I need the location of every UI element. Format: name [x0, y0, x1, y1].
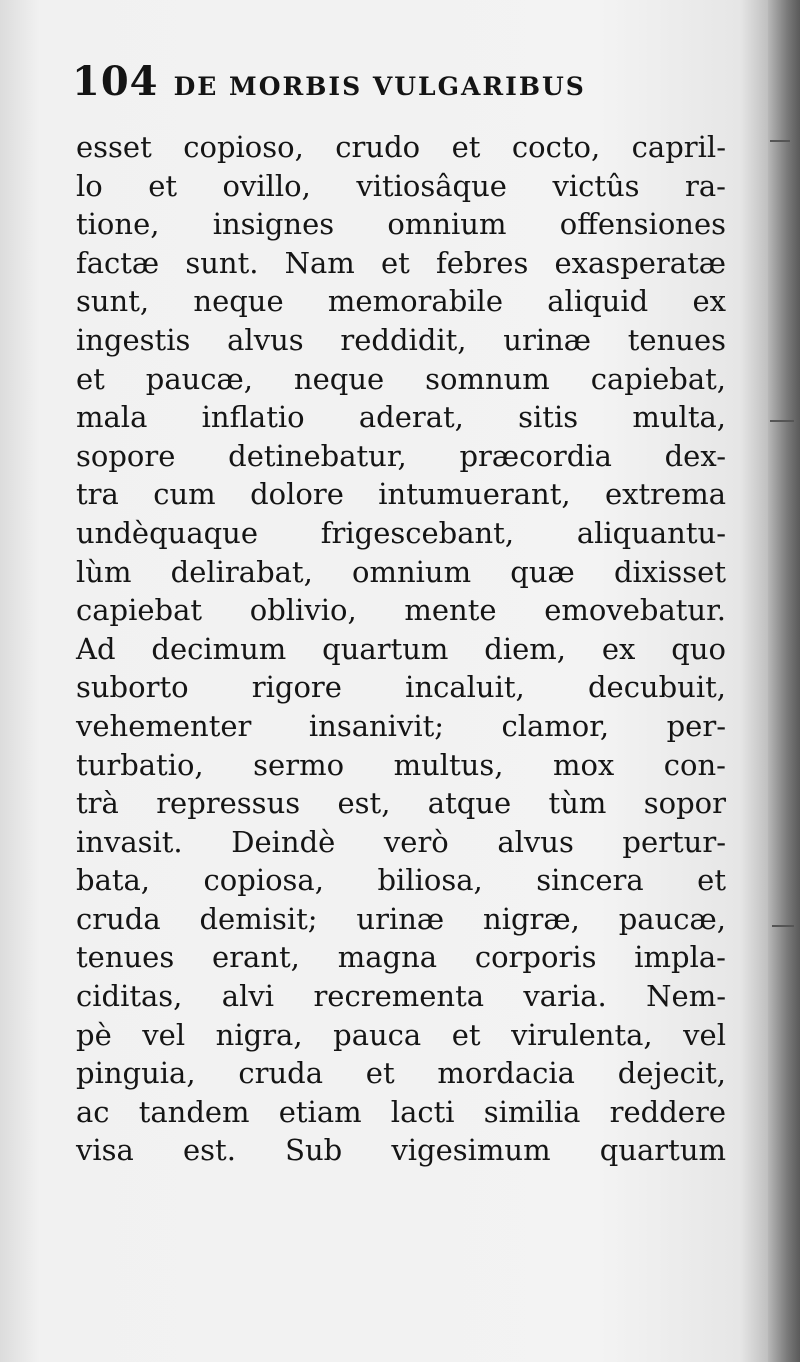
text-line: factæ sunt. Nam et febres exasperatæ	[76, 245, 726, 280]
text-line: tenues erant, magna corporis impla-	[76, 940, 726, 975]
running-title: DE MORBIS VULGARIBUS	[173, 72, 586, 101]
text-line: visa est. Sub vigesimum quartum	[76, 1133, 726, 1168]
text-line: invasit. Deindè verò alvus pertur-	[76, 824, 726, 859]
text-line: suborto rigore incaluit, decubuit,	[76, 670, 726, 705]
text-line: Ad decimum quartum diem, ex quo	[76, 631, 726, 666]
page-number: 104	[72, 58, 159, 105]
text-line: ciditas, alvi recrementa varia. Nem-	[76, 979, 726, 1014]
book-spine-shadow	[768, 0, 800, 1362]
text-line: pè vel nigra, pauca et virulenta, vel	[76, 1017, 726, 1052]
margin-mark	[770, 420, 794, 422]
text-line: ingestis alvus reddidit, urinæ tenues	[76, 322, 726, 357]
text-line: esset copioso, crudo et cocto, capril-	[76, 130, 726, 164]
text-line: tione, insignes omnium offensiones	[76, 207, 726, 242]
text-line: lo et ovillo, vitiosâque victûs ra-	[76, 168, 726, 203]
text-line: turbatio, sermo multus, mox con-	[76, 747, 726, 782]
text-line: undèquaque frigescebant, aliquantu-	[76, 515, 726, 550]
text-line: mala inflatio aderat, sitis multa,	[76, 400, 726, 435]
body-text	[76, 128, 726, 1170]
text-line: sunt, neque memorabile aliquid ex	[76, 284, 726, 319]
text-line: capiebat oblivio, mente emovebatur.	[76, 593, 726, 628]
margin-mark	[770, 140, 790, 142]
text-line: trà repressus est, atque tùm sopor	[76, 786, 726, 821]
text-line: bata, copiosa, biliosa, sincera et	[76, 863, 726, 898]
text-line: lùm delirabat, omnium quæ dixisset	[76, 554, 726, 589]
margin-mark	[772, 925, 794, 927]
text-line: tra cum dolore intumuerant, extrema	[76, 477, 726, 512]
text-line: et paucæ, neque somnum capiebat,	[76, 361, 726, 396]
text-line: pinguia, cruda et mordacia dejecit,	[76, 1056, 726, 1091]
text-line: cruda demisit; urinæ nigræ, paucæ,	[76, 901, 726, 936]
running-head	[72, 58, 672, 108]
text-line: ac tandem etiam lacti similia reddere	[76, 1094, 726, 1129]
text-line: vehementer insanivit; clamor, per-	[76, 708, 726, 743]
text-line: sopore detinebatur, præcordia dex-	[76, 438, 726, 473]
